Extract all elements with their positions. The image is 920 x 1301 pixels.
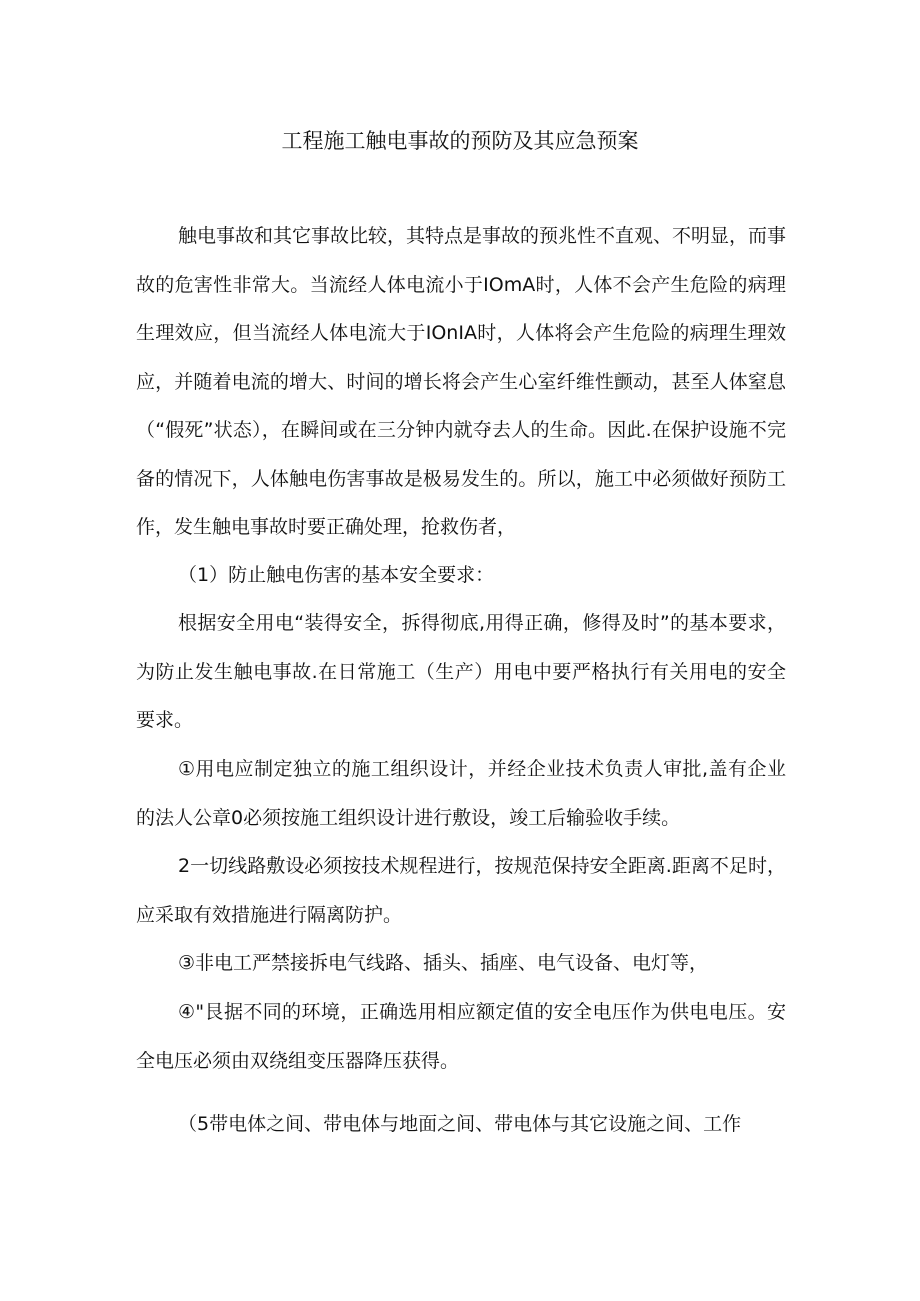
paragraph-basic-requirements: 根据安全用电“装得安全，拆得彻底,用得正确，修得及时”的基本要求，为防止发生触电事故.在日常施工（生产）用电中要严格执行有关用电的安全要求。	[136, 612, 786, 731]
paragraph-item-5: （5带电体之间、带电体与地面之间、带电体与其它设施之间、工作	[178, 1113, 742, 1135]
paragraph-item-4: ④"艮据不同的环境，正确选用相应额定值的安全电压作为供电电压。安全电压必须由双绕组变压器降压获得。	[136, 1001, 786, 1072]
paragraph-section-1-heading: （1）防止触电伤害的基本安全要求：	[178, 564, 495, 586]
paragraph-intro: 触电事故和其它事故比较，其特点是事故的预兆性不直观、不明显，而事故的危害性非常大。当流经人体电流小于IOmA时，人体不会产生危险的病理生理效应，但当流经人体电流大于IOnIA时，人体将会产生危险的病理生理效应，并随着电流的增大、时间的增长将会产生心室纤维性颤动，甚至人体窒息（“假死”状态），在瞬间或在三分钟内就夺去人的生命。因此.在保护设施不完备的情况下，人体触电伤害事故是极易发生的。所以，施工中必须做好预防工作，发生触电事故时要正确处理，抢救伤者，	[136, 225, 787, 538]
paragraph-item-2: 2一切线路敷设必须按技术规程进行，按规范保持安全距离.距离不足时，应采取有效措施进行隔离防护。	[136, 855, 786, 926]
paragraph-item-1: ①用电应制定独立的施工组织设计，并经企业技术负责人审批,盖有企业的法人公章0必须按施工组织设计进行敷设，竣工后输验收手续。	[136, 758, 786, 829]
paragraph-item-3: ③非电工严禁接拆电气线路、插头、插座、电气设备、电灯等，	[178, 952, 709, 974]
document-title: 工程施工触电事故的预防及其应急预案	[281, 129, 639, 153]
